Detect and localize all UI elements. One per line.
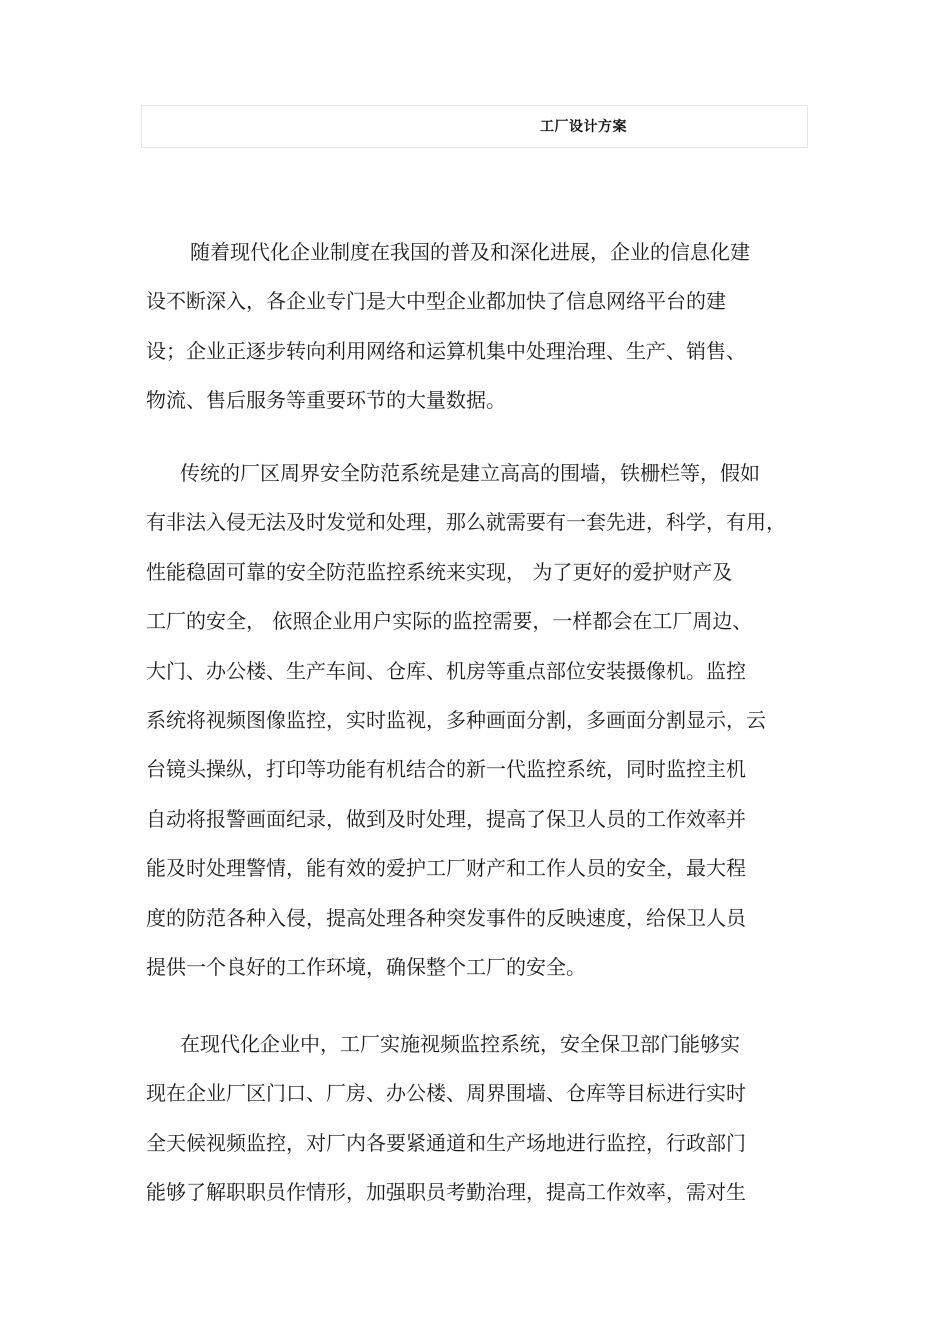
paragraph-line: 随着现代化企业制度在我国的普及和深化进展，企业的信息化建 <box>190 240 750 264</box>
paragraph-3 <box>146 1020 816 1218</box>
paragraph-line: 大门、办公楼、生产车间、仓库、机房等重点部位安装摄像机。监控 <box>146 658 746 683</box>
paragraph-line: 提供一个良好的工作环境，确保整个工厂的安全。 <box>146 954 586 979</box>
paragraph-line: 自动将报警画面纪录，做到及时处理，提高了保卫人员的工作效率并 <box>146 806 746 831</box>
paragraph-line: 设不断深入，各企业专门是大中型企业都加快了信息网络平台的建 <box>146 289 726 314</box>
paragraph-line: 传统的厂区周界安全防范系统是建立高高的围墙，铁栅栏等，假如 <box>180 461 760 485</box>
paragraph-2 <box>146 449 816 992</box>
paragraph-line: 工厂的安全， 依照企业用户实际的监控需要，一样都会在工厂周边、 <box>146 609 753 634</box>
paragraph-line: 现在企业厂区门口、厂房、办公楼、周界围墙、仓库等目标进行实时 <box>146 1081 746 1106</box>
header-box <box>141 105 808 148</box>
paragraph-line: 设；企业正逐步转向利用网络和运算机集中处理治理、生产、销售、 <box>146 338 746 363</box>
page-title: 工厂设计方案 <box>540 119 627 135</box>
paragraph-line: 性能稳固可靠的安全防范监控系统来实现， 为了更好的爱护财产及 <box>146 559 733 584</box>
paragraph-line: 系统将视频图像监控，实时监视，多种画面分割，多画面分割显示，云 <box>146 707 766 732</box>
paragraph-line: 在现代化企业中，工厂实施视频监控系统，安全保卫部门能够实 <box>180 1032 740 1056</box>
paragraph-line: 全天候视频监控，对厂内各要紧通道和生产场地进行监控，行政部门 <box>146 1130 746 1155</box>
paragraph-1 <box>146 228 816 426</box>
paragraph-line: 能及时处理警情，能有效的爱护工厂财产和工作人员的安全，最大程 <box>146 856 746 881</box>
paragraph-line: 有非法入侵无法及时发觉和处理，那么就需要有一套先进，科学，有用， <box>146 510 786 535</box>
paragraph-line: 能够了解职职员作情形，加强职员考勤治理，提高工作效率，需对生 <box>146 1180 746 1205</box>
paragraph-line: 度的防范各种入侵，提高处理各种突发事件的反映速度，给保卫人员 <box>146 905 746 930</box>
paragraph-line: 物流、售后服务等重要环节的大量数据。 <box>146 388 506 413</box>
paragraph-line: 台镜头操纵，打印等功能有机结合的新一代监控系统，同时监控主机 <box>146 757 746 782</box>
